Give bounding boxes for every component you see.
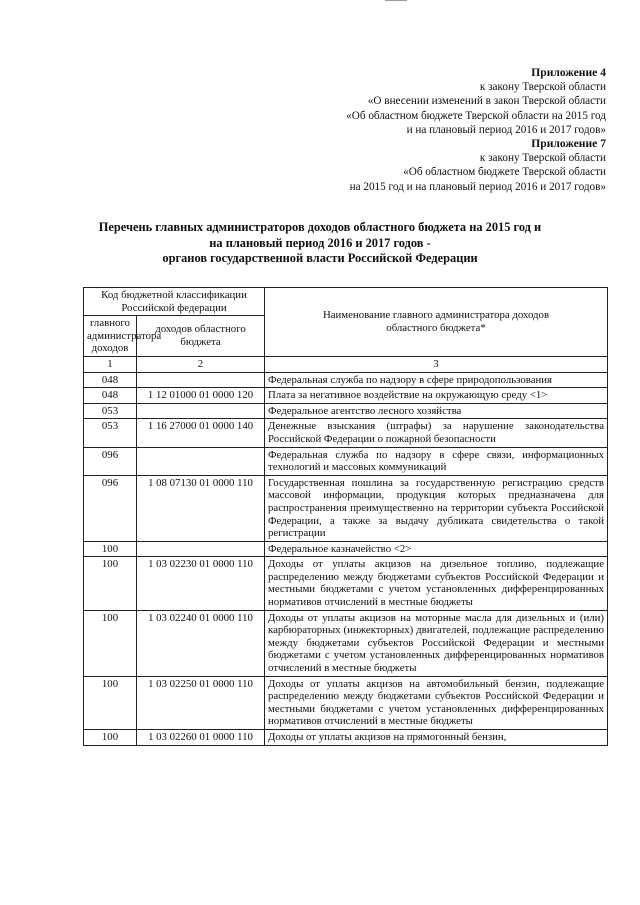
title-line-1: Перечень главных администраторов доходов областного бюджета на 2015 год и (98, 220, 542, 234)
header-name: Наименование главного администратора доходов областного бюджета* (265, 288, 608, 357)
table-row-group-header (84, 403, 608, 419)
column-number: 1 (84, 356, 137, 372)
admin-code-cell: 100 (84, 730, 137, 746)
header-line: Приложение 7 (531, 137, 606, 151)
administrator-name-cell: Федеральная служба по надзору в сфере природопользования (265, 372, 608, 388)
header-admin: главного администратора доходов (84, 316, 137, 357)
header-code-group: Код бюджетной классификации Российской федерации (84, 288, 265, 316)
administrators-table (83, 287, 608, 746)
table-row (84, 730, 608, 746)
admin-code-cell: 100 (84, 676, 137, 729)
income-code-cell (137, 447, 265, 475)
table-row-group-header (84, 541, 608, 557)
admin-code-cell: 096 (84, 447, 137, 475)
table-row (84, 557, 608, 610)
scan-artifact (385, 0, 407, 1)
column-number: 2 (137, 356, 265, 372)
admin-code-cell: 053 (84, 403, 137, 419)
admin-code-cell: 100 (84, 541, 137, 557)
column-number-row (84, 356, 608, 372)
administrator-name-cell: Федеральное казначейство <2> (265, 541, 608, 557)
admin-code-cell: 048 (84, 388, 137, 404)
income-code-cell: 1 12 01000 01 0000 120 (137, 388, 265, 404)
admin-code-cell: 096 (84, 475, 137, 541)
income-code-cell: 1 08 07130 01 0000 110 (137, 475, 265, 541)
income-code-cell: 1 03 02230 01 0000 110 (137, 557, 265, 610)
income-code-cell: 1 03 02240 01 0000 110 (137, 610, 265, 676)
administrator-name-cell: Доходы от уплаты акцизов на прямогонный бензин, (265, 730, 608, 746)
administrator-name-cell: Доходы от уплаты акцизов на моторные масла для дизельных и (или) карбюраторных (инжекторных) двигателей, подлежащие распределению между бюджетами субъектов Российской Федерации и местными бюджетами с учетом установленных дифференцированных нормативов отчислений в местные бюджеты (265, 610, 608, 676)
admin-code-cell: 100 (84, 610, 137, 676)
table-body (84, 372, 608, 745)
header-line: Приложение 4 (531, 66, 606, 79)
admin-code-cell: 100 (84, 557, 137, 610)
administrator-name-cell: Федеральная служба по надзору в сфере связи, информационных технологий и массовых коммуникаций (265, 447, 608, 475)
header-line: к закону Тверской области (479, 152, 606, 165)
title-line-3: органов государственной власти Российской Федерации (162, 251, 478, 265)
header-line: к закону Тверской области (479, 81, 606, 94)
administrator-name-cell: Государственная пошлина за государственную регистрацию средств массовой информации, продукция которых предназначена для распространения преимущественно на территории субъекта Российской Федерации, а также за выдачу дубликата свидетельства о такой регистрации (265, 475, 608, 541)
header-line: и на плановый период 2016 и 2017 годов» (406, 123, 606, 136)
header-income: доходов областного бюджета (137, 316, 265, 357)
header-line: «Об областном бюджете Тверской области на 2015 год (346, 109, 606, 122)
income-code-cell (137, 403, 265, 419)
administrator-name-cell: Федеральное агентство лесного хозяйства (265, 403, 608, 419)
document-title (60, 220, 580, 267)
income-code-cell (137, 372, 265, 388)
table-row-group-header (84, 372, 608, 388)
header-line: «О внесении изменений в закон Тверской области (367, 95, 606, 108)
income-code-cell: 1 03 02250 01 0000 110 (137, 676, 265, 729)
header-line: на 2015 год и на плановый период 2016 и 2017 годов» (349, 180, 606, 193)
table-row-group-header (84, 447, 608, 475)
admin-code-cell: 048 (84, 372, 137, 388)
appendix-header (186, 66, 606, 194)
administrator-name-cell: Плата за негативное воздействие на окружающую среду <1> (265, 388, 608, 404)
table-row (84, 610, 608, 676)
table-header-row (84, 288, 608, 316)
income-code-cell (137, 541, 265, 557)
income-code-cell: 1 16 27000 01 0000 140 (137, 419, 265, 447)
table-row (84, 676, 608, 729)
table-row (84, 475, 608, 541)
header-line: «Об областном бюджете Тверской области (403, 166, 606, 179)
admin-code-cell: 053 (84, 419, 137, 447)
income-code-cell: 1 03 02260 01 0000 110 (137, 730, 265, 746)
column-number: 3 (265, 356, 608, 372)
administrator-name-cell: Денежные взыскания (штрафы) за нарушение законодательства Российской Федерации о пожарной безопасности (265, 419, 608, 447)
administrator-name-cell: Доходы от уплаты акцизов на дизельное топливо, подлежащие распределению между бюджетами субъектов Российской Федерации и местными бюджетами с учетом установленных дифференцированных нормативов отчислений в местные бюджеты (265, 557, 608, 610)
table-row (84, 419, 608, 447)
table-row (84, 388, 608, 404)
administrator-name-cell: Доходы от уплаты акцизов на автомобильный бензин, подлежащие распределению между бюджетами субъектов Российской Федерации и местными бюджетами с учетом установленных дифференцированных нормативов отчислений в местные бюджеты (265, 676, 608, 729)
title-line-2: на плановый период 2016 и 2017 годов - (209, 235, 431, 250)
